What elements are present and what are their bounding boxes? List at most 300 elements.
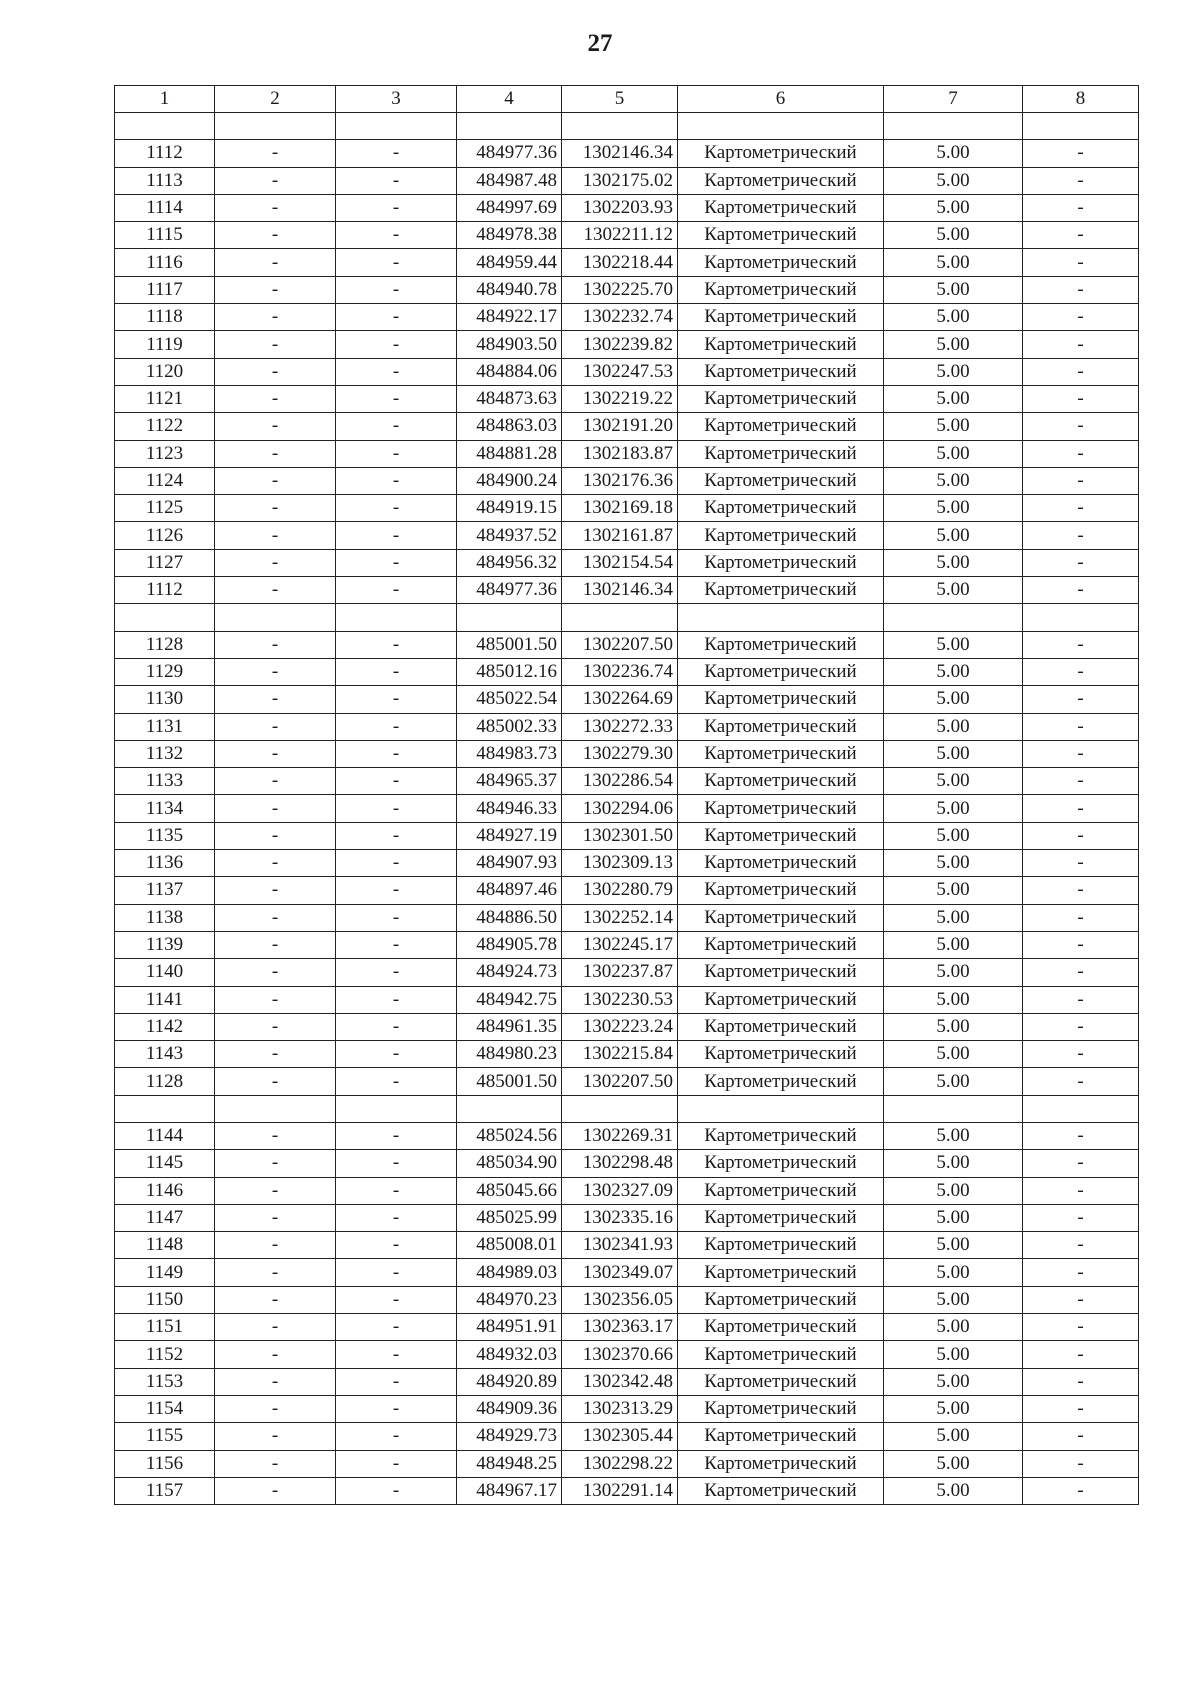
point-number-cell: 1128 bbox=[115, 1068, 215, 1095]
point-number-cell: 1132 bbox=[115, 740, 215, 767]
point-number-cell: 1125 bbox=[115, 495, 215, 522]
description-cell: - bbox=[1023, 331, 1139, 358]
method-cell: Картометрический bbox=[678, 686, 884, 713]
table-row bbox=[115, 1122, 1139, 1149]
accuracy-cell: 5.00 bbox=[884, 1395, 1023, 1422]
old-x-cell: - bbox=[215, 549, 336, 576]
empty-cell bbox=[336, 1095, 457, 1122]
y-coordinate-cell: 1302232.74 bbox=[562, 304, 678, 331]
description-cell: - bbox=[1023, 1314, 1139, 1341]
method-cell: Картометрический bbox=[678, 413, 884, 440]
table-row bbox=[115, 467, 1139, 494]
table-row bbox=[115, 658, 1139, 685]
y-coordinate-cell: 1302215.84 bbox=[562, 1041, 678, 1068]
description-cell: - bbox=[1023, 549, 1139, 576]
accuracy-cell: 5.00 bbox=[884, 522, 1023, 549]
method-cell: Картометрический bbox=[678, 304, 884, 331]
y-coordinate-cell: 1302207.50 bbox=[562, 631, 678, 658]
description-cell: - bbox=[1023, 385, 1139, 412]
accuracy-cell: 5.00 bbox=[884, 304, 1023, 331]
x-coordinate-cell: 484909.36 bbox=[457, 1395, 562, 1422]
method-cell: Картометрический bbox=[678, 850, 884, 877]
old-y-cell: - bbox=[336, 1150, 457, 1177]
x-coordinate-cell: 484884.06 bbox=[457, 358, 562, 385]
method-cell: Картометрический bbox=[678, 795, 884, 822]
point-number-cell: 1119 bbox=[115, 331, 215, 358]
description-cell: - bbox=[1023, 222, 1139, 249]
description-cell: - bbox=[1023, 276, 1139, 303]
point-number-cell: 1149 bbox=[115, 1259, 215, 1286]
table-row bbox=[115, 249, 1139, 276]
description-cell: - bbox=[1023, 1368, 1139, 1395]
accuracy-cell: 5.00 bbox=[884, 1368, 1023, 1395]
empty-cell bbox=[562, 604, 678, 631]
y-coordinate-cell: 1302269.31 bbox=[562, 1122, 678, 1149]
old-x-cell: - bbox=[215, 931, 336, 958]
y-coordinate-cell: 1302146.34 bbox=[562, 577, 678, 604]
table-row bbox=[115, 1341, 1139, 1368]
x-coordinate-cell: 485025.99 bbox=[457, 1204, 562, 1231]
old-x-cell: - bbox=[215, 1395, 336, 1422]
old-y-cell: - bbox=[336, 249, 457, 276]
method-cell: Картометрический bbox=[678, 577, 884, 604]
old-x-cell: - bbox=[215, 1177, 336, 1204]
point-number-cell: 1155 bbox=[115, 1423, 215, 1450]
accuracy-cell: 5.00 bbox=[884, 931, 1023, 958]
x-coordinate-cell: 484886.50 bbox=[457, 904, 562, 931]
old-x-cell: - bbox=[215, 331, 336, 358]
accuracy-cell: 5.00 bbox=[884, 467, 1023, 494]
point-number-cell: 1134 bbox=[115, 795, 215, 822]
method-cell: Картометрический bbox=[678, 658, 884, 685]
accuracy-cell: 5.00 bbox=[884, 1286, 1023, 1313]
description-cell: - bbox=[1023, 686, 1139, 713]
point-number-cell: 1127 bbox=[115, 549, 215, 576]
empty-cell bbox=[1023, 113, 1139, 140]
empty-cell bbox=[884, 604, 1023, 631]
table-row bbox=[115, 413, 1139, 440]
old-y-cell: - bbox=[336, 140, 457, 167]
old-x-cell: - bbox=[215, 850, 336, 877]
old-y-cell: - bbox=[336, 1122, 457, 1149]
accuracy-cell: 5.00 bbox=[884, 1232, 1023, 1259]
y-coordinate-cell: 1302327.09 bbox=[562, 1177, 678, 1204]
description-cell: - bbox=[1023, 931, 1139, 958]
y-coordinate-cell: 1302294.06 bbox=[562, 795, 678, 822]
old-x-cell: - bbox=[215, 385, 336, 412]
table-row bbox=[115, 1395, 1139, 1422]
description-cell: - bbox=[1023, 877, 1139, 904]
point-number-cell: 1112 bbox=[115, 577, 215, 604]
table-row bbox=[115, 1232, 1139, 1259]
description-cell: - bbox=[1023, 1177, 1139, 1204]
method-cell: Картометрический bbox=[678, 822, 884, 849]
column-header: 2 bbox=[215, 86, 336, 113]
description-cell: - bbox=[1023, 1450, 1139, 1477]
method-cell: Картометрический bbox=[678, 768, 884, 795]
old-y-cell: - bbox=[336, 1204, 457, 1231]
point-number-cell: 1144 bbox=[115, 1122, 215, 1149]
old-x-cell: - bbox=[215, 1423, 336, 1450]
x-coordinate-cell: 484970.23 bbox=[457, 1286, 562, 1313]
y-coordinate-cell: 1302183.87 bbox=[562, 440, 678, 467]
table-row bbox=[115, 631, 1139, 658]
method-cell: Картометрический bbox=[678, 222, 884, 249]
old-y-cell: - bbox=[336, 304, 457, 331]
table-header-row bbox=[115, 86, 1139, 113]
empty-cell bbox=[215, 1095, 336, 1122]
x-coordinate-cell: 484907.93 bbox=[457, 850, 562, 877]
empty-cell bbox=[1023, 1095, 1139, 1122]
table-row bbox=[115, 1204, 1139, 1231]
old-x-cell: - bbox=[215, 467, 336, 494]
description-cell: - bbox=[1023, 1122, 1139, 1149]
table-row bbox=[115, 1259, 1139, 1286]
method-cell: Картометрический bbox=[678, 1314, 884, 1341]
point-number-cell: 1143 bbox=[115, 1041, 215, 1068]
table-row bbox=[115, 986, 1139, 1013]
page-number: 27 bbox=[587, 30, 613, 57]
description-cell: - bbox=[1023, 740, 1139, 767]
old-x-cell: - bbox=[215, 1286, 336, 1313]
table-row bbox=[115, 931, 1139, 958]
x-coordinate-cell: 484956.32 bbox=[457, 549, 562, 576]
point-number-cell: 1137 bbox=[115, 877, 215, 904]
point-number-cell: 1151 bbox=[115, 1314, 215, 1341]
point-number-cell: 1140 bbox=[115, 959, 215, 986]
table-row bbox=[115, 140, 1139, 167]
point-number-cell: 1117 bbox=[115, 276, 215, 303]
accuracy-cell: 5.00 bbox=[884, 413, 1023, 440]
old-y-cell: - bbox=[336, 658, 457, 685]
old-x-cell: - bbox=[215, 440, 336, 467]
y-coordinate-cell: 1302146.34 bbox=[562, 140, 678, 167]
empty-cell bbox=[215, 604, 336, 631]
column-header: 4 bbox=[457, 86, 562, 113]
old-x-cell: - bbox=[215, 249, 336, 276]
point-number-cell: 1156 bbox=[115, 1450, 215, 1477]
y-coordinate-cell: 1302211.12 bbox=[562, 222, 678, 249]
old-y-cell: - bbox=[336, 877, 457, 904]
old-x-cell: - bbox=[215, 276, 336, 303]
empty-cell bbox=[884, 113, 1023, 140]
method-cell: Картометрический bbox=[678, 467, 884, 494]
y-coordinate-cell: 1302245.17 bbox=[562, 931, 678, 958]
separator-row bbox=[115, 1095, 1139, 1122]
y-coordinate-cell: 1302305.44 bbox=[562, 1423, 678, 1450]
description-cell: - bbox=[1023, 986, 1139, 1013]
empty-cell bbox=[115, 1095, 215, 1122]
point-number-cell: 1136 bbox=[115, 850, 215, 877]
table-row bbox=[115, 686, 1139, 713]
accuracy-cell: 5.00 bbox=[884, 440, 1023, 467]
empty-cell bbox=[115, 113, 215, 140]
table-row bbox=[115, 167, 1139, 194]
table-row bbox=[115, 850, 1139, 877]
point-number-cell: 1131 bbox=[115, 713, 215, 740]
method-cell: Картометрический bbox=[678, 495, 884, 522]
point-number-cell: 1135 bbox=[115, 822, 215, 849]
empty-cell bbox=[1023, 604, 1139, 631]
old-y-cell: - bbox=[336, 1286, 457, 1313]
old-x-cell: - bbox=[215, 877, 336, 904]
old-y-cell: - bbox=[336, 467, 457, 494]
method-cell: Картометрический bbox=[678, 1423, 884, 1450]
x-coordinate-cell: 484919.15 bbox=[457, 495, 562, 522]
table-row bbox=[115, 549, 1139, 576]
point-number-cell: 1113 bbox=[115, 167, 215, 194]
point-number-cell: 1116 bbox=[115, 249, 215, 276]
accuracy-cell: 5.00 bbox=[884, 713, 1023, 740]
x-coordinate-cell: 484983.73 bbox=[457, 740, 562, 767]
accuracy-cell: 5.00 bbox=[884, 249, 1023, 276]
old-x-cell: - bbox=[215, 1259, 336, 1286]
separator-row bbox=[115, 113, 1139, 140]
description-cell: - bbox=[1023, 1341, 1139, 1368]
description-cell: - bbox=[1023, 495, 1139, 522]
method-cell: Картометрический bbox=[678, 1177, 884, 1204]
description-cell: - bbox=[1023, 1204, 1139, 1231]
description-cell: - bbox=[1023, 249, 1139, 276]
old-y-cell: - bbox=[336, 577, 457, 604]
empty-cell bbox=[562, 113, 678, 140]
old-x-cell: - bbox=[215, 577, 336, 604]
description-cell: - bbox=[1023, 167, 1139, 194]
description-cell: - bbox=[1023, 577, 1139, 604]
x-coordinate-cell: 484997.69 bbox=[457, 194, 562, 221]
y-coordinate-cell: 1302203.93 bbox=[562, 194, 678, 221]
x-coordinate-cell: 484897.46 bbox=[457, 877, 562, 904]
method-cell: Картометрический bbox=[678, 1204, 884, 1231]
accuracy-cell: 5.00 bbox=[884, 1450, 1023, 1477]
accuracy-cell: 5.00 bbox=[884, 167, 1023, 194]
y-coordinate-cell: 1302191.20 bbox=[562, 413, 678, 440]
old-y-cell: - bbox=[336, 385, 457, 412]
old-y-cell: - bbox=[336, 1314, 457, 1341]
y-coordinate-cell: 1302280.79 bbox=[562, 877, 678, 904]
point-number-cell: 1150 bbox=[115, 1286, 215, 1313]
table-row bbox=[115, 1450, 1139, 1477]
method-cell: Картометрический bbox=[678, 931, 884, 958]
point-number-cell: 1122 bbox=[115, 413, 215, 440]
accuracy-cell: 5.00 bbox=[884, 495, 1023, 522]
old-x-cell: - bbox=[215, 1150, 336, 1177]
x-coordinate-cell: 484863.03 bbox=[457, 413, 562, 440]
x-coordinate-cell: 484881.28 bbox=[457, 440, 562, 467]
method-cell: Картометрический bbox=[678, 1232, 884, 1259]
accuracy-cell: 5.00 bbox=[884, 877, 1023, 904]
y-coordinate-cell: 1302236.74 bbox=[562, 658, 678, 685]
table-row bbox=[115, 1150, 1139, 1177]
x-coordinate-cell: 484948.25 bbox=[457, 1450, 562, 1477]
accuracy-cell: 5.00 bbox=[884, 1423, 1023, 1450]
x-coordinate-cell: 484942.75 bbox=[457, 986, 562, 1013]
accuracy-cell: 5.00 bbox=[884, 549, 1023, 576]
description-cell: - bbox=[1023, 358, 1139, 385]
description-cell: - bbox=[1023, 1477, 1139, 1504]
description-cell: - bbox=[1023, 1150, 1139, 1177]
old-y-cell: - bbox=[336, 1395, 457, 1422]
point-number-cell: 1152 bbox=[115, 1341, 215, 1368]
old-y-cell: - bbox=[336, 1423, 457, 1450]
accuracy-cell: 5.00 bbox=[884, 986, 1023, 1013]
x-coordinate-cell: 484920.89 bbox=[457, 1368, 562, 1395]
x-coordinate-cell: 484903.50 bbox=[457, 331, 562, 358]
x-coordinate-cell: 484922.17 bbox=[457, 304, 562, 331]
y-coordinate-cell: 1302370.66 bbox=[562, 1341, 678, 1368]
empty-cell bbox=[457, 113, 562, 140]
y-coordinate-cell: 1302341.93 bbox=[562, 1232, 678, 1259]
y-coordinate-cell: 1302218.44 bbox=[562, 249, 678, 276]
method-cell: Картометрический bbox=[678, 1150, 884, 1177]
point-number-cell: 1118 bbox=[115, 304, 215, 331]
old-y-cell: - bbox=[336, 959, 457, 986]
x-coordinate-cell: 485034.90 bbox=[457, 1150, 562, 1177]
y-coordinate-cell: 1302154.54 bbox=[562, 549, 678, 576]
old-x-cell: - bbox=[215, 822, 336, 849]
point-number-cell: 1154 bbox=[115, 1395, 215, 1422]
y-coordinate-cell: 1302313.29 bbox=[562, 1395, 678, 1422]
point-number-cell: 1120 bbox=[115, 358, 215, 385]
old-y-cell: - bbox=[336, 1341, 457, 1368]
method-cell: Картометрический bbox=[678, 631, 884, 658]
method-cell: Картометрический bbox=[678, 1450, 884, 1477]
old-y-cell: - bbox=[336, 440, 457, 467]
accuracy-cell: 5.00 bbox=[884, 959, 1023, 986]
table-row bbox=[115, 1041, 1139, 1068]
x-coordinate-cell: 485002.33 bbox=[457, 713, 562, 740]
y-coordinate-cell: 1302356.05 bbox=[562, 1286, 678, 1313]
method-cell: Картометрический bbox=[678, 440, 884, 467]
x-coordinate-cell: 484873.63 bbox=[457, 385, 562, 412]
x-coordinate-cell: 485008.01 bbox=[457, 1232, 562, 1259]
old-x-cell: - bbox=[215, 1068, 336, 1095]
accuracy-cell: 5.00 bbox=[884, 358, 1023, 385]
accuracy-cell: 5.00 bbox=[884, 740, 1023, 767]
method-cell: Картометрический bbox=[678, 713, 884, 740]
point-number-cell: 1148 bbox=[115, 1232, 215, 1259]
x-coordinate-cell: 484924.73 bbox=[457, 959, 562, 986]
description-cell: - bbox=[1023, 440, 1139, 467]
x-coordinate-cell: 485024.56 bbox=[457, 1122, 562, 1149]
old-y-cell: - bbox=[336, 413, 457, 440]
table-row bbox=[115, 1368, 1139, 1395]
accuracy-cell: 5.00 bbox=[884, 850, 1023, 877]
point-number-cell: 1139 bbox=[115, 931, 215, 958]
method-cell: Картометрический bbox=[678, 358, 884, 385]
old-y-cell: - bbox=[336, 1259, 457, 1286]
old-y-cell: - bbox=[336, 740, 457, 767]
old-x-cell: - bbox=[215, 986, 336, 1013]
method-cell: Картометрический bbox=[678, 1477, 884, 1504]
old-x-cell: - bbox=[215, 1204, 336, 1231]
table-row bbox=[115, 1177, 1139, 1204]
method-cell: Картометрический bbox=[678, 1041, 884, 1068]
old-x-cell: - bbox=[215, 304, 336, 331]
old-x-cell: - bbox=[215, 631, 336, 658]
accuracy-cell: 5.00 bbox=[884, 194, 1023, 221]
accuracy-cell: 5.00 bbox=[884, 658, 1023, 685]
x-coordinate-cell: 484932.03 bbox=[457, 1341, 562, 1368]
old-y-cell: - bbox=[336, 1013, 457, 1040]
method-cell: Картометрический bbox=[678, 549, 884, 576]
accuracy-cell: 5.00 bbox=[884, 1150, 1023, 1177]
point-number-cell: 1133 bbox=[115, 768, 215, 795]
old-y-cell: - bbox=[336, 194, 457, 221]
y-coordinate-cell: 1302247.53 bbox=[562, 358, 678, 385]
empty-cell bbox=[678, 604, 884, 631]
x-coordinate-cell: 485001.50 bbox=[457, 631, 562, 658]
old-x-cell: - bbox=[215, 1477, 336, 1504]
old-y-cell: - bbox=[336, 986, 457, 1013]
description-cell: - bbox=[1023, 1423, 1139, 1450]
old-x-cell: - bbox=[215, 222, 336, 249]
old-x-cell: - bbox=[215, 795, 336, 822]
method-cell: Картометрический bbox=[678, 877, 884, 904]
x-coordinate-cell: 484977.36 bbox=[457, 140, 562, 167]
accuracy-cell: 5.00 bbox=[884, 331, 1023, 358]
column-header: 6 bbox=[678, 86, 884, 113]
old-x-cell: - bbox=[215, 358, 336, 385]
old-y-cell: - bbox=[336, 495, 457, 522]
x-coordinate-cell: 484937.52 bbox=[457, 522, 562, 549]
x-coordinate-cell: 484905.78 bbox=[457, 931, 562, 958]
method-cell: Картометрический bbox=[678, 276, 884, 303]
point-number-cell: 1123 bbox=[115, 440, 215, 467]
x-coordinate-cell: 484946.33 bbox=[457, 795, 562, 822]
old-x-cell: - bbox=[215, 740, 336, 767]
description-cell: - bbox=[1023, 850, 1139, 877]
accuracy-cell: 5.00 bbox=[884, 1477, 1023, 1504]
description-cell: - bbox=[1023, 795, 1139, 822]
old-y-cell: - bbox=[336, 549, 457, 576]
description-cell: - bbox=[1023, 1041, 1139, 1068]
y-coordinate-cell: 1302301.50 bbox=[562, 822, 678, 849]
y-coordinate-cell: 1302309.13 bbox=[562, 850, 678, 877]
column-header: 5 bbox=[562, 86, 678, 113]
old-y-cell: - bbox=[336, 713, 457, 740]
accuracy-cell: 5.00 bbox=[884, 222, 1023, 249]
old-x-cell: - bbox=[215, 1013, 336, 1040]
y-coordinate-cell: 1302335.16 bbox=[562, 1204, 678, 1231]
point-number-cell: 1114 bbox=[115, 194, 215, 221]
old-y-cell: - bbox=[336, 167, 457, 194]
y-coordinate-cell: 1302272.33 bbox=[562, 713, 678, 740]
y-coordinate-cell: 1302207.50 bbox=[562, 1068, 678, 1095]
table-row bbox=[115, 1013, 1139, 1040]
description-cell: - bbox=[1023, 467, 1139, 494]
empty-cell bbox=[457, 604, 562, 631]
y-coordinate-cell: 1302252.14 bbox=[562, 904, 678, 931]
y-coordinate-cell: 1302349.07 bbox=[562, 1259, 678, 1286]
description-cell: - bbox=[1023, 768, 1139, 795]
accuracy-cell: 5.00 bbox=[884, 577, 1023, 604]
x-coordinate-cell: 484961.35 bbox=[457, 1013, 562, 1040]
table-row bbox=[115, 331, 1139, 358]
method-cell: Картометрический bbox=[678, 986, 884, 1013]
x-coordinate-cell: 484987.48 bbox=[457, 167, 562, 194]
accuracy-cell: 5.00 bbox=[884, 1204, 1023, 1231]
table-row bbox=[115, 768, 1139, 795]
point-number-cell: 1129 bbox=[115, 658, 215, 685]
x-coordinate-cell: 485045.66 bbox=[457, 1177, 562, 1204]
description-cell: - bbox=[1023, 822, 1139, 849]
method-cell: Картометрический bbox=[678, 1259, 884, 1286]
old-x-cell: - bbox=[215, 413, 336, 440]
description-cell: - bbox=[1023, 904, 1139, 931]
x-coordinate-cell: 484940.78 bbox=[457, 276, 562, 303]
old-y-cell: - bbox=[336, 358, 457, 385]
